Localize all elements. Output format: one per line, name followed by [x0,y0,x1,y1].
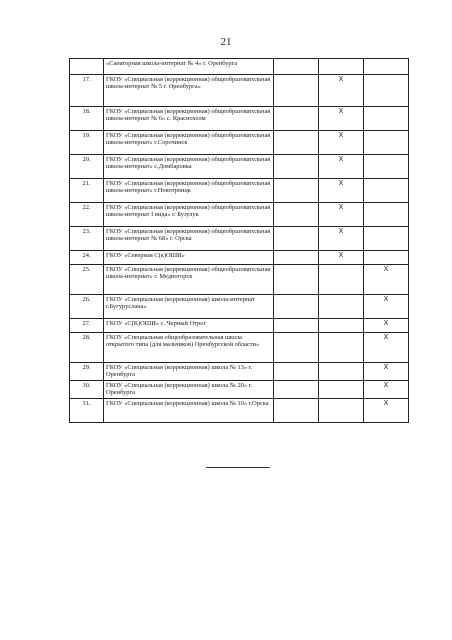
table-row [70,155,409,179]
mark-cell-1 [274,155,319,179]
mark-cell-3: X [364,295,409,319]
institution-name: ГКОУ «Специальная (коррекционная) общеобразовательная школа-интернат» г.Сорочинск [104,131,274,155]
table-row [70,203,409,227]
mark-cell-2 [319,265,364,295]
mark-cell-2: X [319,75,364,107]
table-row [70,380,409,398]
mark-cell-3: X [364,380,409,398]
mark-cell-2 [319,295,364,319]
institution-name: ГКОУ «Специальная (коррекционная) школа-интернат г.Бугуруслана» [104,295,274,319]
mark-cell-3: X [364,363,409,381]
table-row [70,295,409,319]
row-number: 18. [70,107,104,131]
institution-name: ГКОУ «Специальная (коррекционная) общеобразовательная школа-интернат № 68» г. Орска [104,227,274,251]
mark-cell-2: X [319,107,364,131]
mark-cell-3: X [364,265,409,295]
row-number: 23. [70,227,104,251]
row-number [70,59,104,75]
table-row [70,179,409,203]
mark-cell-3 [364,75,409,107]
mark-cell-1 [274,59,319,75]
institution-name: ГКОУ «Специальная (коррекционная) общеобразовательная школа-интернат» с.Домбаровка [104,155,274,179]
mark-cell-3 [364,107,409,131]
institution-name: ГКОУ «Специальная (коррекционная) общеобразовательная школа-интернат» г.Новотроицк [104,179,274,203]
institution-name: «Санаторная школа-интернат № 4» г. Оренбурга [104,59,274,75]
mark-cell-1 [274,319,319,333]
mark-cell-1 [274,295,319,319]
table-row [70,251,409,265]
mark-cell-1 [274,107,319,131]
mark-cell-2: X [319,179,364,203]
institutions-table [69,58,409,423]
table-row [70,131,409,155]
mark-cell-3: X [364,319,409,333]
mark-cell-2: X [319,251,364,265]
mark-cell-3 [364,203,409,227]
mark-cell-1 [274,75,319,107]
mark-cell-3 [364,179,409,203]
mark-cell-3: X [364,333,409,363]
mark-cell-2 [319,363,364,381]
mark-cell-1 [274,251,319,265]
mark-cell-3 [364,131,409,155]
mark-cell-3 [364,59,409,75]
mark-cell-1 [274,380,319,398]
institution-name: ГКОУ «Специальная (коррекционная) общеобразовательная школа-интернат № 6» с. Краснохолм [104,107,274,131]
institution-name: ГКОУ «Специальная (коррекционная) школа № 20» г. Оренбурга [104,380,274,398]
mark-cell-1 [274,265,319,295]
row-number: 30. [70,380,104,398]
mark-cell-3 [364,251,409,265]
table-row [70,75,409,107]
mark-cell-2: X [319,155,364,179]
mark-cell-1 [274,131,319,155]
institution-name: ГКОУ «Специальная (коррекционная) общеобразовательная школа-интернат I вида» г. Бузулук [104,203,274,227]
institution-name: ГКОУ «Специальная (коррекционная) общеобразовательная школа-интернат» г. Медногорск [104,265,274,295]
page-number: 21 [220,36,232,48]
mark-cell-1 [274,179,319,203]
institution-name: ГКОУ «Специальная (коррекционная) школа № 13» г. Оренбурга [104,363,274,381]
mark-cell-3: X [364,398,409,422]
mark-cell-1 [274,203,319,227]
mark-cell-3 [364,155,409,179]
row-number: 29. [70,363,104,381]
row-number: 17. [70,75,104,107]
row-number: 24. [70,251,104,265]
mark-cell-2 [319,398,364,422]
row-number: 22. [70,203,104,227]
institution-name: ГКОУ «С(К)ОШИ» с. Черный Отрог [104,319,274,333]
institution-name: ГКОУ «Специальная (коррекционная) школа № 10» г.Орска [104,398,274,422]
mark-cell-2 [319,59,364,75]
mark-cell-2 [319,319,364,333]
institution-name: ГКОУ «Северная С(к)ОШИ» [104,251,274,265]
table-row [70,59,409,75]
institution-name: ГКОУ «Специальная (коррекционная) общеобразовательная школа-интернат № 5 г. Оренбурга» [104,75,274,107]
mark-cell-2: X [319,131,364,155]
table-row [70,333,409,363]
row-number: 27. [70,319,104,333]
mark-cell-2 [319,380,364,398]
mark-cell-1 [274,227,319,251]
row-number: 28. [70,333,104,363]
mark-cell-2: X [319,203,364,227]
row-number: 26. [70,295,104,319]
mark-cell-2: X [319,227,364,251]
table-row [70,363,409,381]
mark-cell-1 [274,398,319,422]
row-number: 21. [70,179,104,203]
row-number: 31. [70,398,104,422]
table-row [70,319,409,333]
table-body [70,59,409,423]
table-row [70,265,409,295]
row-number: 19. [70,131,104,155]
institution-name: ГКОУ «Специальная общеобразовательная школа открытого типа (для мальчиков) Оренбургской области» [104,333,274,363]
row-number: 25. [70,265,104,295]
table-row [70,227,409,251]
signature-line [206,467,270,468]
table-row [70,398,409,422]
table-row [70,107,409,131]
mark-cell-1 [274,333,319,363]
mark-cell-2 [319,333,364,363]
row-number: 20. [70,155,104,179]
mark-cell-3 [364,227,409,251]
mark-cell-1 [274,363,319,381]
